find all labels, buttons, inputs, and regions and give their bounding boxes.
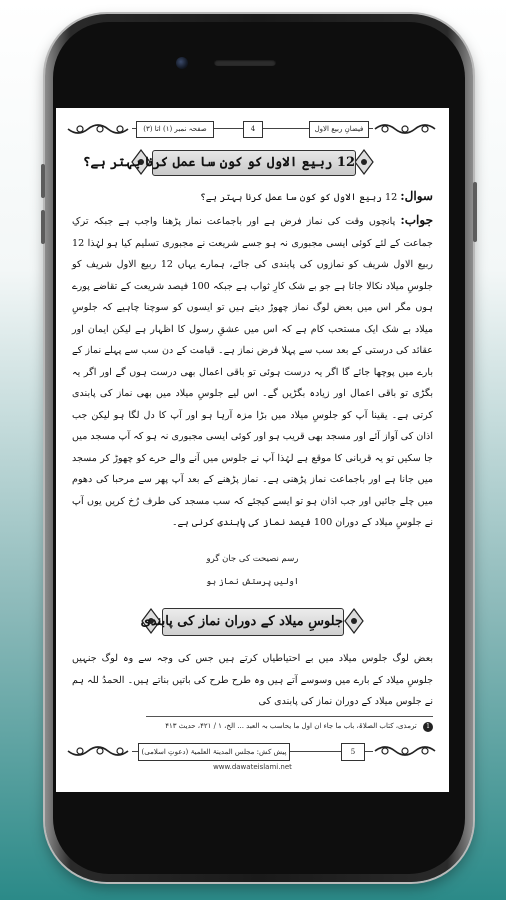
header-page-number: 4 [243,121,263,138]
banner2-ornament-right-icon [343,607,365,635]
verse-line-2: اولیں پرستش نماز ہو [206,577,299,587]
question-label: سوال: [400,189,433,203]
power-button [473,182,477,242]
volume-down-button [41,210,45,244]
footnote-rule [146,716,433,717]
book-page[interactable] [66,118,439,782]
answer-paragraph [72,210,433,534]
ornament-right-icon [373,120,439,138]
header-subtitle: صفحہ نمبر (۱) اتا (۳) [136,121,214,138]
footer-ornament-right-icon [373,742,439,760]
banner-ornament-right-icon [353,148,375,176]
footer-page-number: 5 [341,743,365,761]
front-camera-icon [176,57,188,69]
answer-label: جواب: [400,213,433,227]
verse-line-1: رسم نصیحت کی جان گرو [206,554,299,564]
footnote-number: 1 [423,722,433,732]
footer-publisher: پیش کش: مجلس المدینۃ العلمیۃ (دعوتِ اسلامی) [138,743,290,761]
website-link[interactable]: www.dawateislami.net [213,763,292,771]
speaker-grille [214,59,276,66]
footnote-text: ترمذی، کتاب الصلاۃ، باب ما جاء ان اول ما یحاسب بہ العبد ... الخ، ۱ / ۴۲۱، حدیث ۴۱۳ [165,722,417,730]
footer-ornament-left-icon [66,742,132,760]
answer-text: پانچوں وقت کی نماز فرض ہے اور باجماعت نماز پڑھنا واجب ہے جبکہ ترکِ جماعت کے لئے کوئی ایسی مجبوری نہ ہو جسے شریعت نے مجبوری تسلیم کیا ہو لہٰذا 12 ربیع الاول شریف کو نمازوں کی پابندی کی جائے، ہمارے یہاں 12 ربیع الاول شریف کو جلوسِ میلاد نکالا جاتا ہے جو بے شک کارِ ثواب ہے جبکہ 100 فیصد شریعت کے تقاضے پورے ہوں مگر اس میں بعض لوگ نماز چھوڑ دیتے ہیں تو ایسوں کو سوچنا چاہیے کہ جلوسِ میلاد بے شک ایک مستحب کام ہے کہ اس میں عشقِ رسول کا اظہار ہے لیکن ایمان اور عقائد کی درستی کے بعد سب سے پہلا فرض نماز ہے۔ قیامت کے دن سب سے پہلے نماز کے بارے میں پوچھا جائے گا اگر یہ درست ہوئی تو باقی اعمال بھی درست ہوں گے اور اگر یہ بگڑی تو باقی اعمال اور زیادہ بگڑیں گے۔ اس لیے جلوسِ میلاد میں بھی نماز کی پابندی کرتی ہے۔ یقینا آپ کو جلوسِ میلاد میں بڑا مزہ آرہا ہو اور آپ کا دل لگا ہو لیکن جب اذان کی آواز آئے اور مسجد بھی قریب ہو اور کوئی ایسی مجبوری نہ ہو کہ آپ مسجد میں جا سکیں تو یہ قربانی کا موقع ہے لہٰذا آپ نے جلوس میں آنے والے حرے کو چھوڑ کر مسجد میں جانا ہے اور باجماعت نماز پڑھنی ہے۔ نماز پڑھنے کے بعد آپ پھر سے مرحبا کی دھوم میں چلے جائیں اور جب اذان ہو تو ایسے کیجئے کہ سب مسجد کی طرف رُخ کریں یوں آپ نے جلوسِ میلاد کے دوران 100 فیصد نماز کی پابندی کرنی ہے۔ [72,216,433,528]
screen[interactable] [56,108,449,792]
page-footer [66,740,439,764]
volume-up-button [41,164,45,198]
footnote [72,720,433,732]
heading-12-rabi-ul-awwal: 12 ربیع الاول کو کون سا عمل کرنا بہتر ہے؟ [152,150,356,176]
question-text: 12 ربیع الاول کو کون سا عمل کرنا بہتر ہے؟ [200,192,398,203]
header-book-title: فیضانِ ربیع الاول [309,121,369,138]
question-paragraph [72,186,433,209]
ornament-left-icon [66,120,132,138]
page-header [66,118,439,140]
heading-prayer-during-procession: جلوسِ میلاد کے دوران نماز کی پابندی [162,608,344,636]
procession-paragraph: بعض لوگ جلوس میلاد میں بے احتیاطیاں کرتے ہیں جس کی وجہ سے وہ لوگ جنہیں جلوسِ میلاد کے بارے میں وسوسے آتے ہیں وہ طرح طرح کی باتیں بناتے ہیں۔ الحمدُ للہ ہم نے جلوس میلاد کے دوران نماز کی پابندی کی [72,653,433,707]
